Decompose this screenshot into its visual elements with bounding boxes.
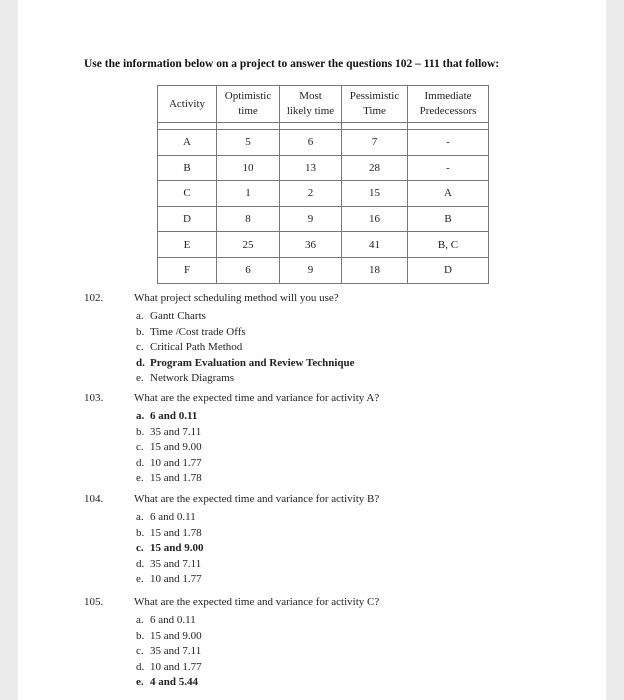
answer-options: [136, 613, 202, 691]
table-cell: C: [158, 181, 217, 207]
answer-option: a. Gantt Charts: [136, 310, 206, 322]
header-activity: Activity: [158, 86, 217, 123]
table-row: [158, 206, 489, 232]
table-cell: B: [158, 155, 217, 181]
header-immediate-predecessors: Immediate Predecessors: [408, 86, 489, 123]
answer-options: [136, 309, 355, 387]
answer-option: a. 6 and 0.11: [136, 511, 196, 523]
table-header-row: [158, 86, 489, 123]
answer-options: [136, 409, 202, 487]
question-number: 104.: [84, 493, 104, 505]
table-cell: 2: [280, 181, 342, 207]
question-number: 102.: [84, 292, 104, 304]
table-cell: B: [408, 206, 489, 232]
answer-option-selected: c. 15 and 9.00: [136, 542, 204, 554]
answer-option: e. Network Diagrams: [136, 372, 235, 384]
question-text: What are the expected time and variance for activity A?: [134, 392, 380, 404]
table-cell: 6: [280, 130, 342, 156]
table-cell: -: [408, 130, 489, 156]
question-number: 105.: [84, 596, 104, 608]
table-cell: E: [158, 232, 217, 258]
table-spacer-row: [158, 123, 489, 130]
answer-option: b. 35 and 7.11: [136, 425, 202, 438]
question-text: What are the expected time and variance for activity B?: [134, 493, 380, 505]
table-cell: 9: [280, 206, 342, 232]
answer-option-selected: a. 6 and 0.11: [136, 410, 198, 422]
question-text: What project scheduling method will you use?: [134, 292, 339, 304]
header-most-likely-time: Most likely time: [280, 86, 342, 123]
answer-option-selected: d. Program Evaluation and Review Technique: [136, 356, 355, 369]
answer-option: c. 35 and 7.11: [136, 645, 202, 657]
table-cell: -: [408, 155, 489, 181]
table-cell: D: [158, 206, 217, 232]
header-optimistic-time: Optimistic time: [217, 86, 280, 123]
table-cell: F: [158, 257, 217, 283]
header-pessimistic-time: Pessimistic Time: [342, 86, 408, 123]
table-cell: B, C: [408, 232, 489, 258]
table-cell: 13: [280, 155, 342, 181]
table-row: [158, 130, 489, 156]
answer-options: [136, 510, 204, 588]
document-page: [18, 0, 606, 700]
table-cell: D: [408, 257, 489, 283]
table-row: [158, 232, 489, 258]
table-row: [158, 181, 489, 207]
table-cell: 15: [342, 181, 408, 207]
table-cell: 8: [217, 206, 280, 232]
question-number: 103.: [84, 392, 104, 404]
answer-option: c. 15 and 9.00: [136, 441, 202, 453]
instructions-heading: Use the information below on a project to answer the questions 102 – 111 that follow:: [84, 58, 500, 70]
answer-option: c. Critical Path Method: [136, 341, 243, 353]
table-cell: 25: [217, 232, 280, 258]
table-cell: 5: [217, 130, 280, 156]
answer-option: d. 10 and 1.77: [136, 456, 202, 469]
table-cell: 6: [217, 257, 280, 283]
table-cell: A: [408, 181, 489, 207]
table-cell: 7: [342, 130, 408, 156]
answer-option: d. 35 and 7.11: [136, 557, 202, 570]
activity-table: [157, 85, 489, 284]
answer-option: e. 10 and 1.77: [136, 573, 202, 585]
table-cell: 10: [217, 155, 280, 181]
table-cell: 16: [342, 206, 408, 232]
table-cell: 9: [280, 257, 342, 283]
table-cell: 1: [217, 181, 280, 207]
answer-option: b. 15 and 9.00: [136, 629, 202, 642]
answer-option: e. 15 and 1.78: [136, 472, 202, 484]
table-row: [158, 155, 489, 181]
table-cell: 36: [280, 232, 342, 258]
answer-option-selected: e. 4 and 5.44: [136, 676, 198, 688]
table-cell: 18: [342, 257, 408, 283]
table-cell: 28: [342, 155, 408, 181]
table-cell: A: [158, 130, 217, 156]
answer-option: a. 6 and 0.11: [136, 614, 196, 626]
answer-option: d. 10 and 1.77: [136, 660, 202, 673]
table-cell: 41: [342, 232, 408, 258]
table-row: [158, 257, 489, 283]
answer-option: b. Time /Cost trade Offs: [136, 325, 246, 338]
answer-option: b. 15 and 1.78: [136, 526, 202, 539]
question-text: What are the expected time and variance for activity C?: [134, 596, 380, 608]
